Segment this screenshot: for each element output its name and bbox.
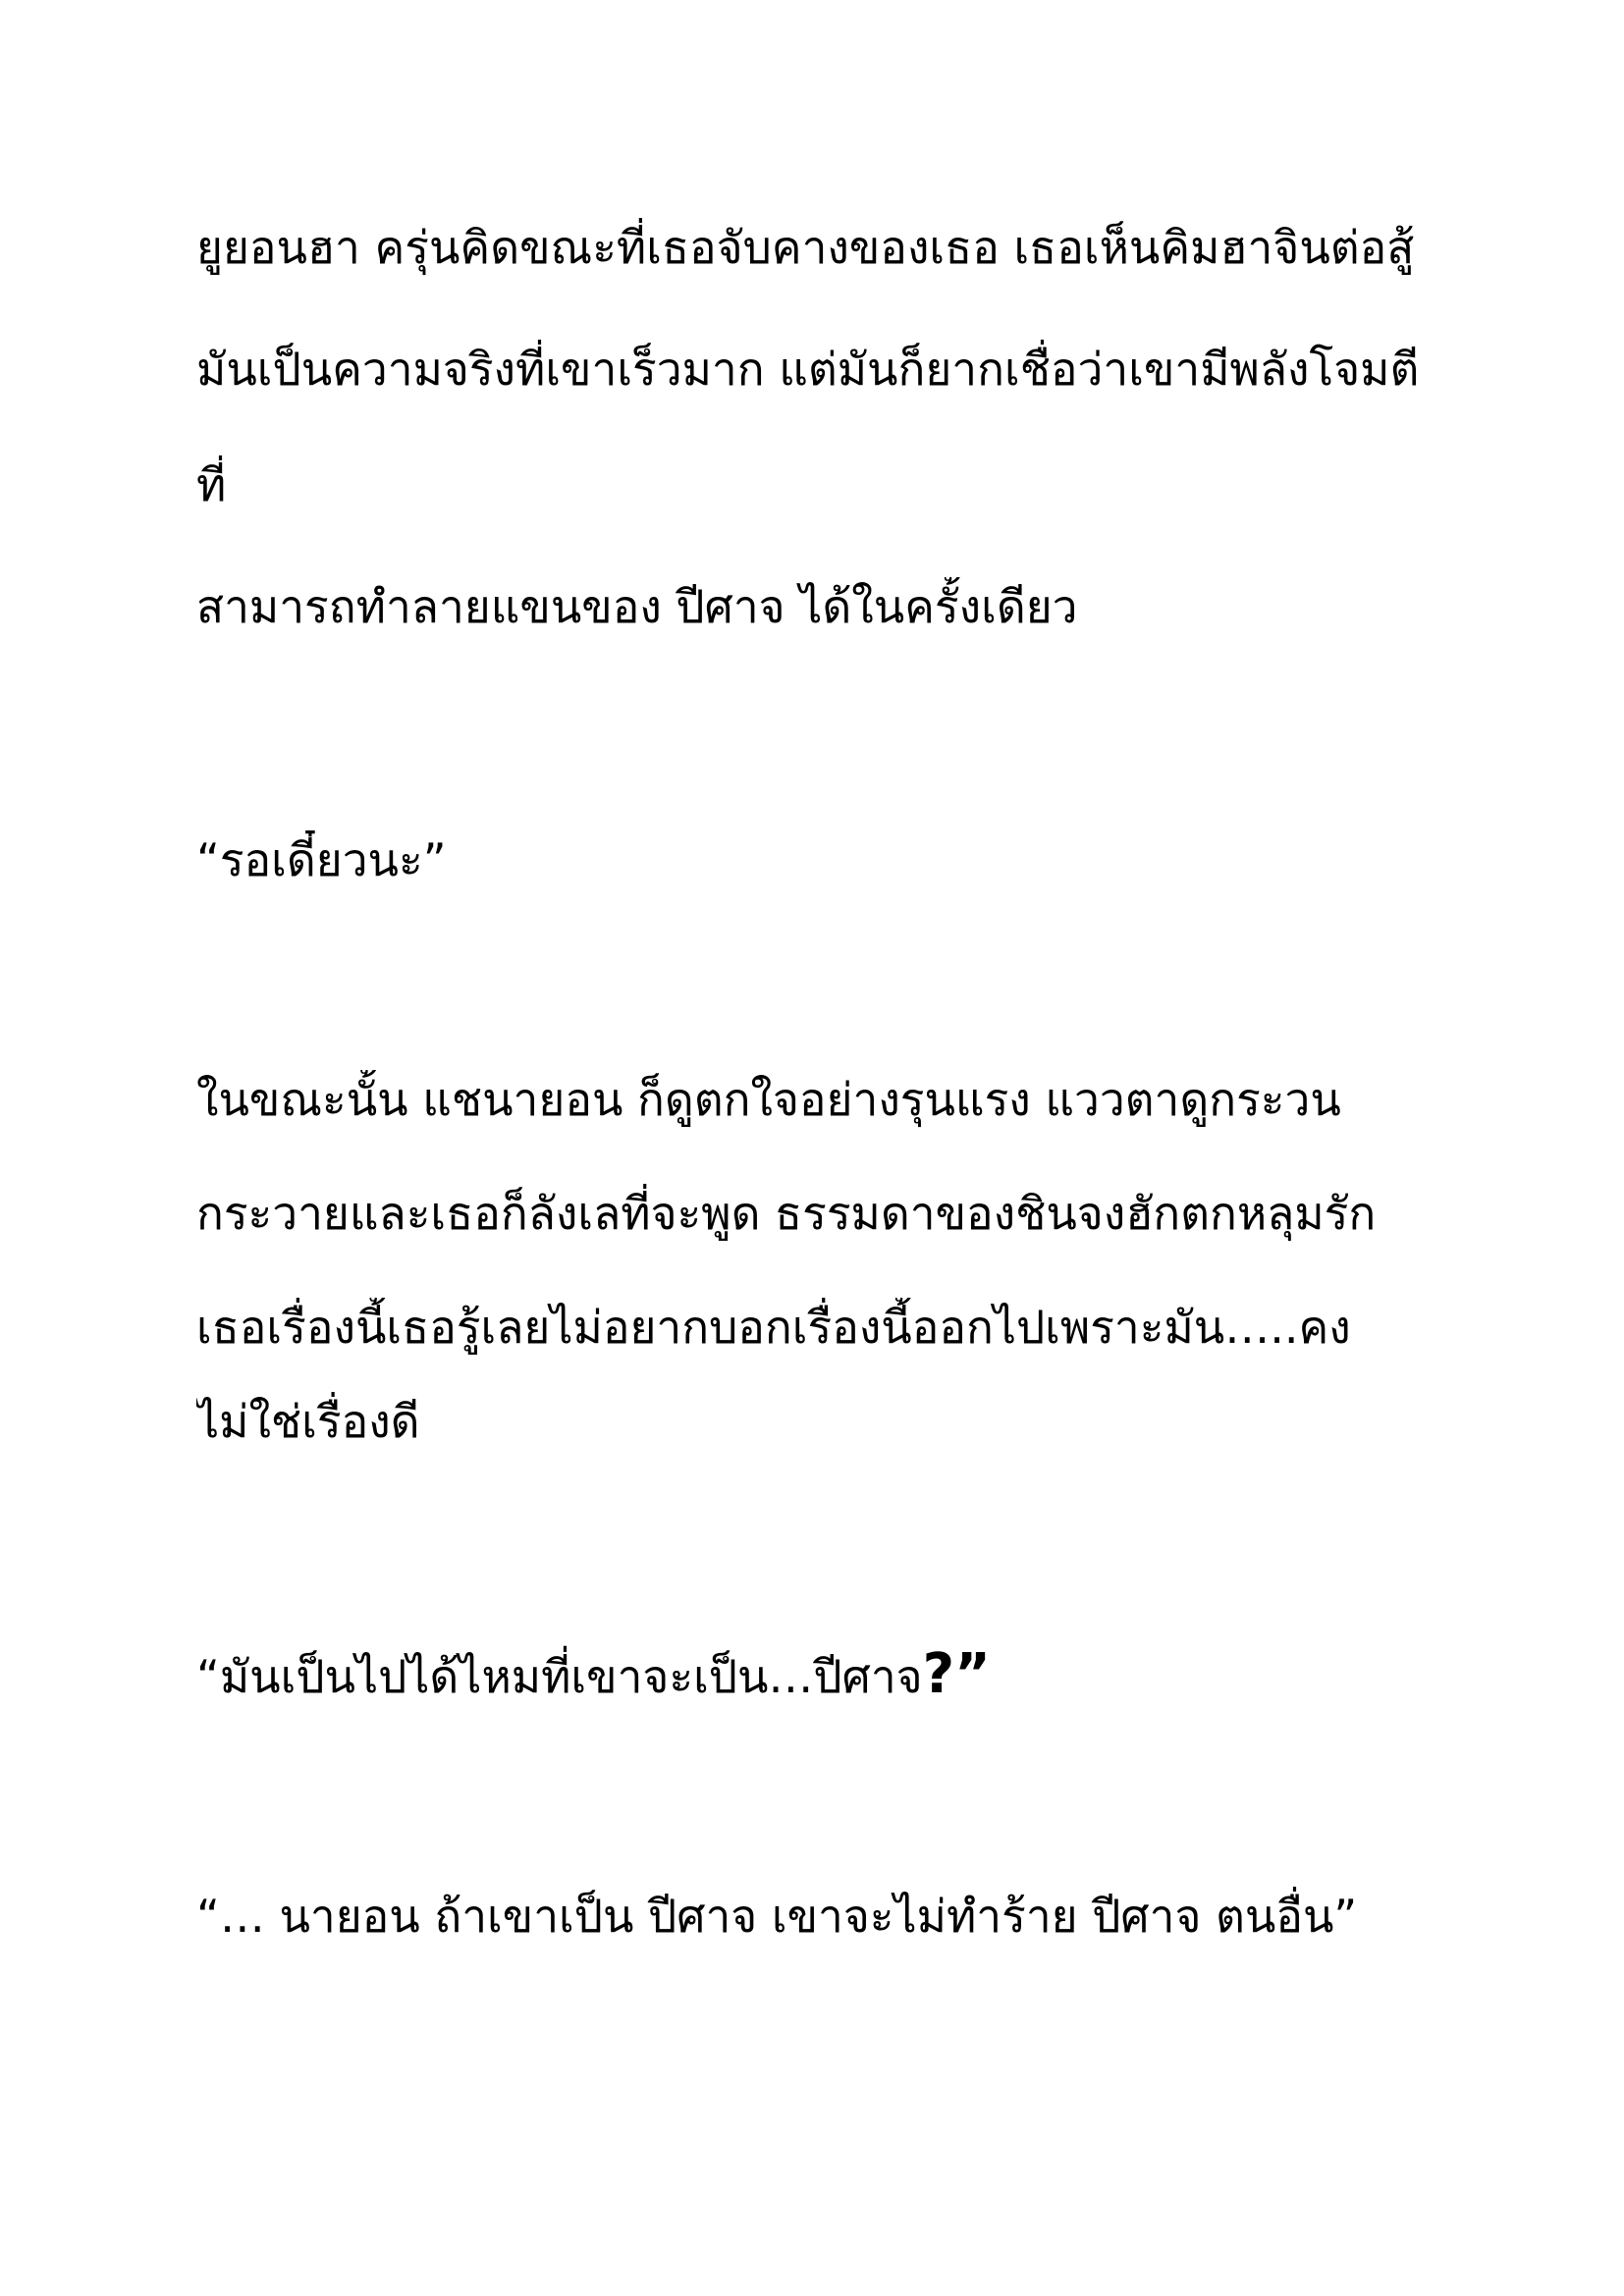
quote-demon-question-text: “มันเป็นไปได้ไหมที่เขาจะเป็น…ปีศาจ (196, 1650, 923, 1703)
paragraph-1-line-2: มันเป็นความจริงที่เขาเร็วมาก แต่มันก็ยากเชื่อว่าเขามีพลังโจมตี (196, 343, 1420, 396)
paragraph-1-line-3: ที่ (196, 458, 227, 511)
quote-demon-question-mark: ?” (922, 1645, 991, 1706)
paragraph-2-line-1: ในขณะนั้น แชนายอน ก็ดูตกใจอย่างรุนแรง แววตาดูกระวน (196, 1073, 1341, 1126)
paragraph-2-line-3: เธอเรื่องนี้เธอรู้เลยไม่อยากบอกเรื่องนี้ออกไปเพราะมัน…..คง (196, 1301, 1351, 1354)
quote-demon-question (196, 1645, 1434, 1706)
paragraph-1-line-4: สามารถทำลายแขนของ ปีศาจ ได้ในครั้งเดียว (196, 580, 1078, 633)
paragraph-2-line-2: กระวายและเธอก็ลังเลที่จะพูด ธรรมดาของชินจงฮักตกหลุมรัก (196, 1187, 1377, 1240)
paragraph-2-line-4: ไม่ใช่เรื่องดี (196, 1395, 420, 1448)
quote-wait: “รอเดี๋ยวนะ” (196, 833, 447, 886)
paragraph-1-line-1: ยูยอนฮา ครุ่นคิดขณะที่เธอจับคางของเธอ เธอเห็นคิมฮาจินต่อสู้ (196, 221, 1415, 274)
quote-nayeon: “… นายอน ถ้าเขาเป็น ปีศาจ เขาจะไม่ทำร้าย ปีศาจ ตนอื่น” (196, 1890, 1358, 1943)
